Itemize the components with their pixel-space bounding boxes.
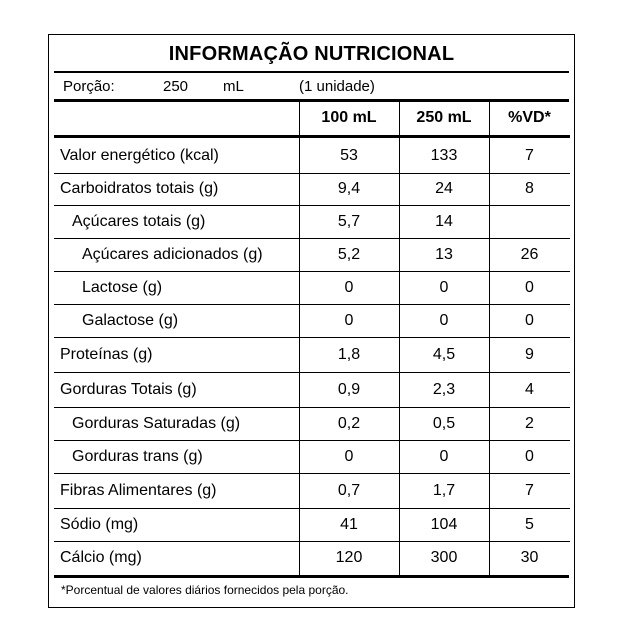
daily-value-percent: 0 [525,279,534,296]
header-daily-value: %VD* [508,109,551,126]
table-row [54,508,570,541]
daily-value-percent: 0 [525,448,534,465]
nutrient-name: Proteínas (g) [60,346,153,363]
header-per-100ml: 100 mL [321,109,377,126]
table-row [54,372,570,407]
value-per-250ml: 0 [439,279,449,296]
table-header-row [54,101,570,135]
nutrition-label [48,34,575,608]
daily-value-percent: 4 [525,381,534,398]
daily-value-percent: 2 [525,415,534,432]
value-per-100ml: 1,8 [337,346,361,363]
value-per-250ml: 2,3 [432,381,456,398]
table-bottom-divider [54,575,569,578]
nutrient-name: Gorduras Totais (g) [60,381,197,398]
value-per-100ml: 0 [344,312,354,329]
value-per-250ml: 300 [430,549,458,566]
value-per-100ml: 5,2 [337,246,361,263]
nutrient-name: Fibras Alimentares (g) [60,482,217,499]
value-per-100ml: 5,7 [337,213,361,230]
nutrient-name: Cálcio (mg) [60,549,142,566]
nutrient-name: Gorduras Saturadas (g) [72,415,241,432]
table-row [54,173,570,205]
daily-value-percent: 8 [525,180,534,197]
value-per-100ml: 53 [340,147,358,164]
portion-amount: 250 [163,78,189,95]
value-per-250ml: 104 [430,516,458,533]
value-per-100ml: 0,9 [337,381,361,398]
value-per-250ml: 4,5 [432,346,456,363]
nutrient-name: Sódio (mg) [60,516,139,533]
nutrient-name: Valor energético (kcal) [60,147,219,164]
daily-value-percent: 0 [525,312,534,329]
table-row [54,138,570,173]
table-row [54,304,570,337]
value-per-250ml: 133 [430,147,458,164]
value-per-250ml: 0 [439,448,449,465]
value-per-250ml: 1,7 [432,482,456,499]
daily-value-percent: 5 [525,516,534,533]
value-per-250ml: 0,5 [432,415,456,432]
table-row [54,238,570,271]
value-per-250ml: 13 [435,246,453,263]
table-row [54,473,570,508]
daily-value-percent: 26 [520,246,539,263]
nutrient-name: Açúcares adicionados (g) [82,246,263,263]
daily-value-percent: 7 [525,482,534,499]
value-per-250ml: 14 [435,213,453,230]
portion-line [49,75,574,99]
value-per-100ml: 41 [340,516,358,533]
portion-label: Porção: [63,78,115,95]
value-per-100ml: 0,2 [337,415,361,432]
nutrient-name: Carboidratos totais (g) [60,180,219,197]
table-row [54,407,570,440]
title-divider [54,71,569,73]
footnote: *Porcentual de valores diários fornecidos pela porção. [61,583,349,597]
daily-value-percent: 7 [525,147,534,164]
nutrient-name: Lactose (g) [82,279,163,296]
value-per-100ml: 0 [344,448,354,465]
nutrient-name: Gorduras trans (g) [72,448,203,465]
value-per-250ml: 24 [435,180,453,197]
portion-unit: mL [223,78,244,95]
value-per-100ml: 9,4 [337,180,361,197]
nutrient-name: Galactose (g) [82,312,179,329]
value-per-100ml: 120 [335,549,363,566]
nutrient-name: Açúcares totais (g) [72,213,206,230]
daily-value-percent: 30 [520,549,539,566]
value-per-100ml: 0,7 [337,482,361,499]
daily-value-percent: 9 [525,346,534,363]
table-row [54,541,570,575]
table-row [54,271,570,304]
portion-note: (1 unidade) [299,78,375,95]
table-row [54,337,570,372]
value-per-100ml: 0 [344,279,354,296]
header-per-250ml: 250 mL [416,109,472,126]
table-row [54,440,570,473]
value-per-250ml: 0 [439,312,449,329]
table-row [54,205,570,238]
label-title: INFORMAÇÃO NUTRICIONAL [168,43,455,65]
